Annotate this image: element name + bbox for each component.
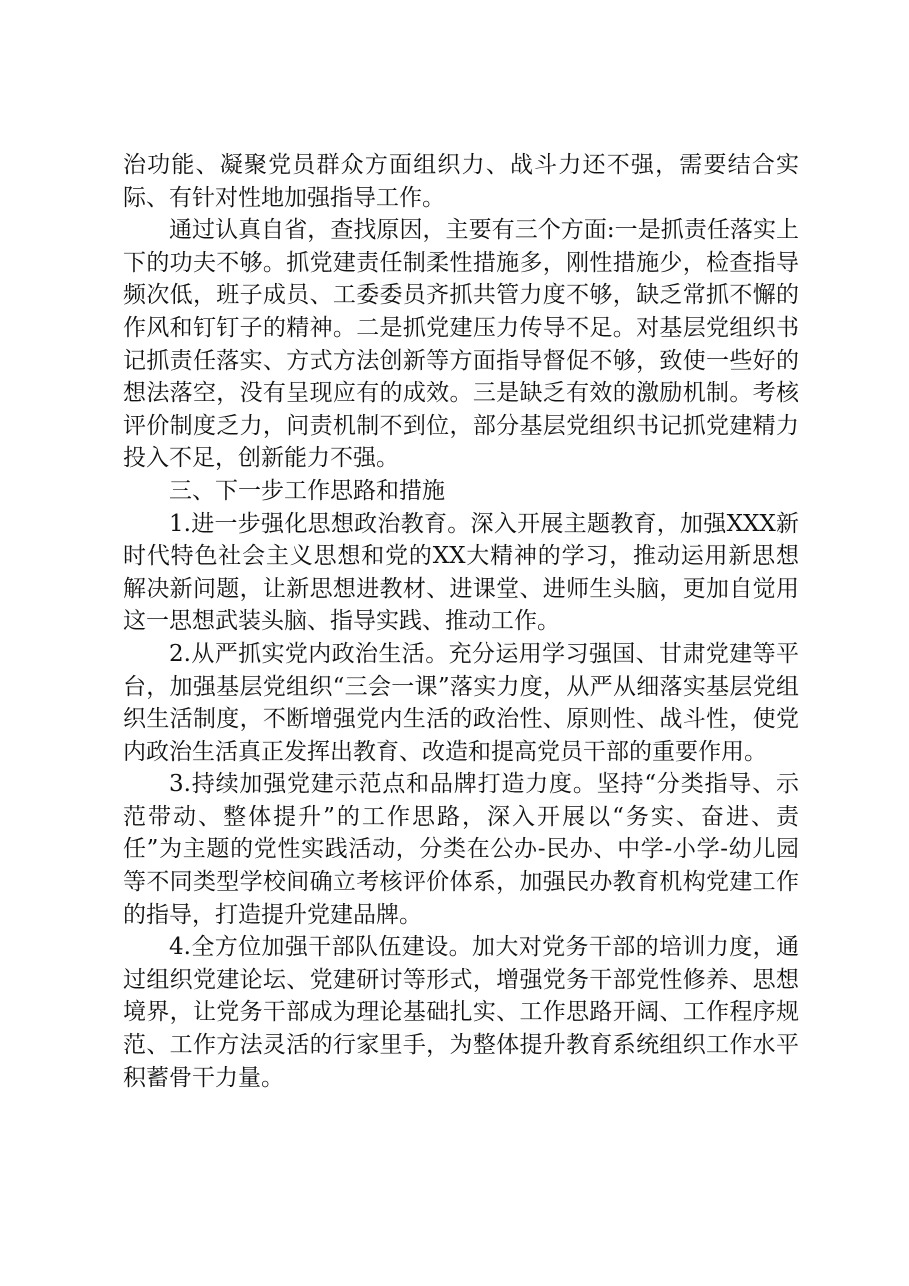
measure-item-3: 3.持续加强党建示范点和品牌打造力度。坚持“分类指导、示范带动、整体提升”的工作思路，深入开展以“务实、奋进、责任”为主题的党性实践活动，分类在公办-民办、中学-小学-幼儿园等不同类型学校间确立考核评价体系，加强民办教育机构党建工作的指导，打造提升党建品牌。	[123, 771, 799, 928]
paragraph-continuation: 治功能、凝聚党员群众方面组织力、战斗力还不强，需要结合实际、有针对性地加强指导工作。	[123, 152, 799, 211]
measure-item-2: 2.从严抓实党内政治生活。充分运用学习强国、甘肃党建等平台，加强基层党组织“三会一课”落实力度，从严从细落实基层党组织生活制度，不断增强党内生活的政治性、原则性、战斗性，使党内政治生活真正发挥出教育、改造和提高党员干部的重要作用。	[123, 640, 799, 765]
document-body	[123, 149, 799, 1094]
paragraph-reasons: 通过认真自省，查找原因，主要有三个方面:一是抓责任落实上下的功夫不够。抓党建责任制柔性措施多，刚性措施少，检查指导频次低，班子成员、工委委员齐抓共管力度不够，缺乏常抓不懈的作风和钉钉子的精神。二是抓党建压力传导不足。对基层党组织书记抓责任落实、方式方法创新等方面指导督促不够，致使一些好的想法落空，没有呈现应有的成效。三是缺乏有效的激励机制。考核评价制度乏力，问责机制不到位，部分基层党组织书记抓党建精力投入不足，创新能力不强。	[123, 217, 799, 472]
measure-item-1: 1.进一步强化思想政治教育。深入开展主题教育，加强XXX新时代特色社会主义思想和党的XX大精神的学习，推动运用新思想解决新问题，让新思想进教材、进课堂、进师生头脑，更加自觉用这一思想武装头脑、指导实践、推动工作。	[123, 510, 799, 635]
measure-item-4: 4.全方位加强干部队伍建设。加大对党务干部的培训力度，通过组织党建论坛、党建研讨等形式，增强党务干部党性修养、思想境界，让党务干部成为理论基础扎实、工作思路开阔、工作程序规范、工作方法灵活的行家里手，为整体提升教育系统组织工作水平积蓄骨干力量。	[123, 934, 799, 1091]
section-heading: 三、下一步工作思路和措施	[169, 477, 445, 504]
